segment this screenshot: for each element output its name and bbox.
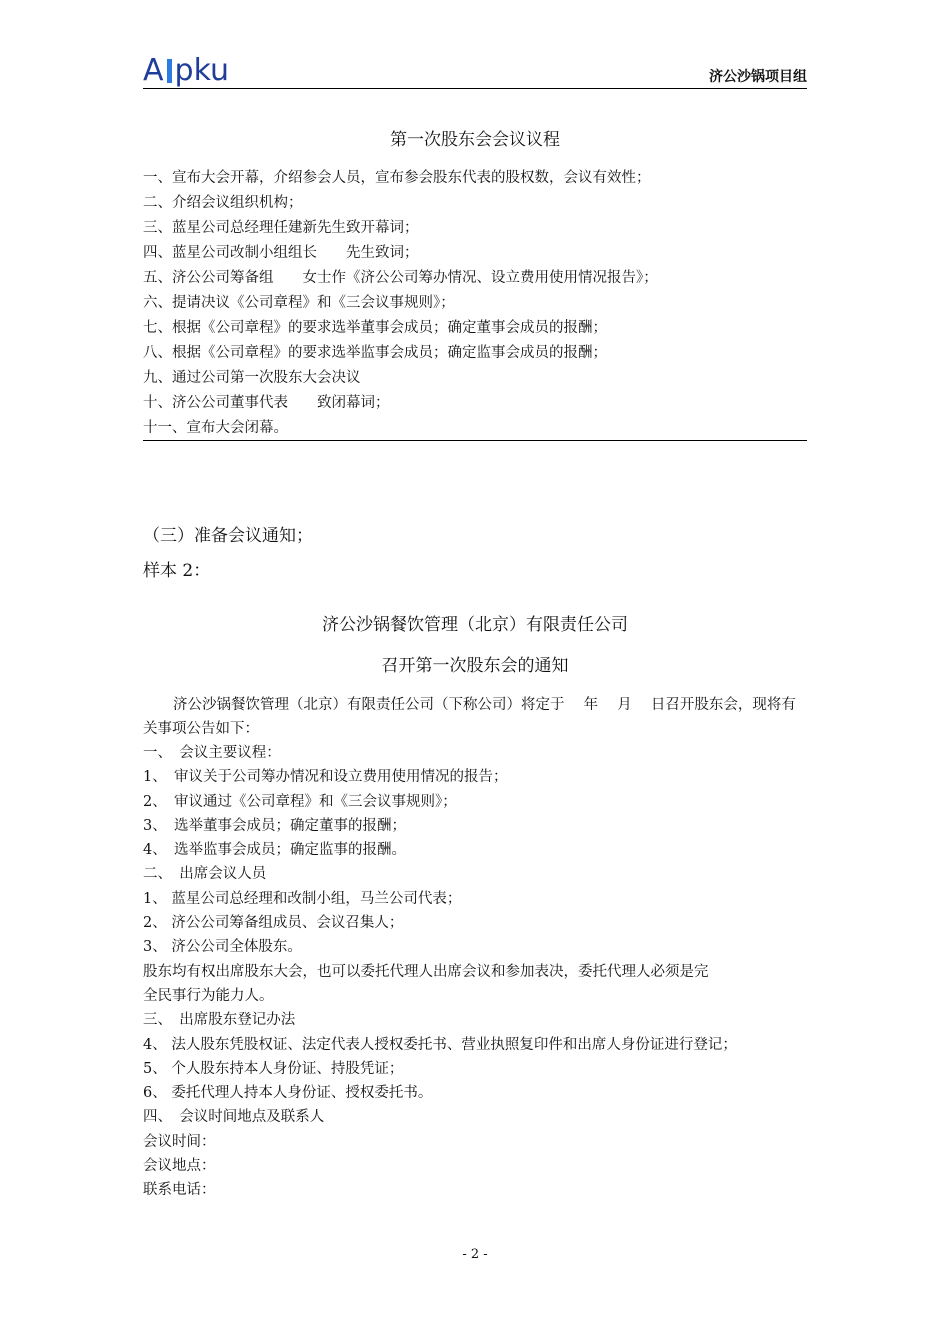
- notice-intro: [143, 693, 807, 741]
- agenda-item: 九、通过公司第一次股东大会决议: [143, 370, 361, 386]
- notice-body: [143, 741, 843, 1203]
- agenda-item: 一、宣布大会开幕，介绍参会人员，宣布参会股东代表的股权数，会议有效性；: [143, 170, 651, 186]
- notice-line: 5、 个人股东持本人身份证、持股凭证；: [143, 1060, 404, 1077]
- notice-line: 二、 出席会议人员: [143, 866, 267, 883]
- agenda-item: 六、提请决议《公司章程》和《三会议事规则》；: [143, 295, 455, 311]
- notice-line: 1、 蓝星公司总经理和改制小组，马兰公司代表；: [143, 890, 462, 907]
- agenda-list: [143, 166, 807, 441]
- agenda-item: 十一、宣布大会闭幕。: [143, 420, 288, 436]
- agenda-item: 三、蓝星公司总经理任建新先生致开幕词；: [143, 220, 419, 236]
- notice-line: 2、 审议通过《公司章程》和《三会议事规则》；: [143, 793, 457, 810]
- notice-line: 三、 出席股东登记办法: [143, 1012, 296, 1029]
- logo-bar-icon: [167, 59, 172, 83]
- notice-title: 召开第一次股东会的通知: [381, 656, 569, 676]
- logo-text-a: A: [143, 53, 164, 88]
- agenda-title: 第一次股东会会议议程: [390, 130, 560, 150]
- notice-line: 联系电话：: [143, 1182, 216, 1199]
- notice-company-name: 济公沙锅餐饮管理（北京）有限责任公司: [322, 615, 628, 635]
- logo-text-b: pku: [174, 53, 230, 88]
- agenda-item: 八、根据《公司章程》的要求选举监事会成员；确定监事会成员的报酬；: [143, 345, 607, 361]
- header-divider: [143, 88, 807, 89]
- notice-line: 4、 法人股东凭股权证、法定代表人授权委托书、营业执照复印件和出席人身份证进行登记；: [143, 1036, 737, 1053]
- agenda-item: 十、济公公司董事代表 致闭幕词；: [143, 395, 390, 411]
- notice-line: 四、 会议时间地点及联系人: [143, 1109, 325, 1126]
- notice-line: 6、 委托代理人持本人身份证、授权委托书。: [143, 1085, 433, 1102]
- page-number: - 2 -: [462, 1247, 488, 1262]
- section-heading: （三）准备会议通知；: [143, 526, 313, 546]
- header-title: 济公沙锅项目组: [709, 69, 807, 85]
- notice-line: 4、 选举监事会成员；确定监事的报酬。: [143, 842, 406, 859]
- agenda-item: 二、介绍会议组织机构；: [143, 195, 303, 211]
- agenda-divider: [143, 440, 807, 441]
- notice-intro-text: 济公沙锅餐饮管理（北京）有限责任公司（下称公司）将定于 年 月 日召开股东会，现将有关事项公告如下：: [143, 697, 796, 737]
- company-logo: [143, 52, 229, 86]
- notice-line: 会议时间：: [143, 1133, 216, 1150]
- notice-line: 会议地点：: [143, 1158, 216, 1175]
- notice-line: 3、 选举董事会成员；确定董事的报酬；: [143, 817, 406, 834]
- notice-line: 2、 济公公司筹备组成员、会议召集人；: [143, 915, 404, 932]
- sample-label: 样本 2：: [143, 561, 211, 581]
- notice-line: 股东均有权出席股东大会，也可以委托代理人出席会议和参加表决，委托代理人必须是完: [143, 963, 709, 980]
- agenda-item: 七、根据《公司章程》的要求选举董事会成员；确定董事会成员的报酬；: [143, 320, 607, 336]
- notice-line: 一、 会议主要议程：: [143, 745, 281, 761]
- notice-line: 1、 审议关于公司筹办情况和设立费用使用情况的报告；: [143, 769, 508, 786]
- agenda-item: 四、蓝星公司改制小组组长 先生致词；: [143, 245, 419, 261]
- agenda-item: 五、济公公司筹备组 女士作《济公公司筹办情况、设立费用使用情况报告》；: [143, 270, 658, 286]
- notice-line: 全民事行为能力人。: [143, 987, 274, 1004]
- notice-line: 3、 济公公司全体股东。: [143, 939, 302, 956]
